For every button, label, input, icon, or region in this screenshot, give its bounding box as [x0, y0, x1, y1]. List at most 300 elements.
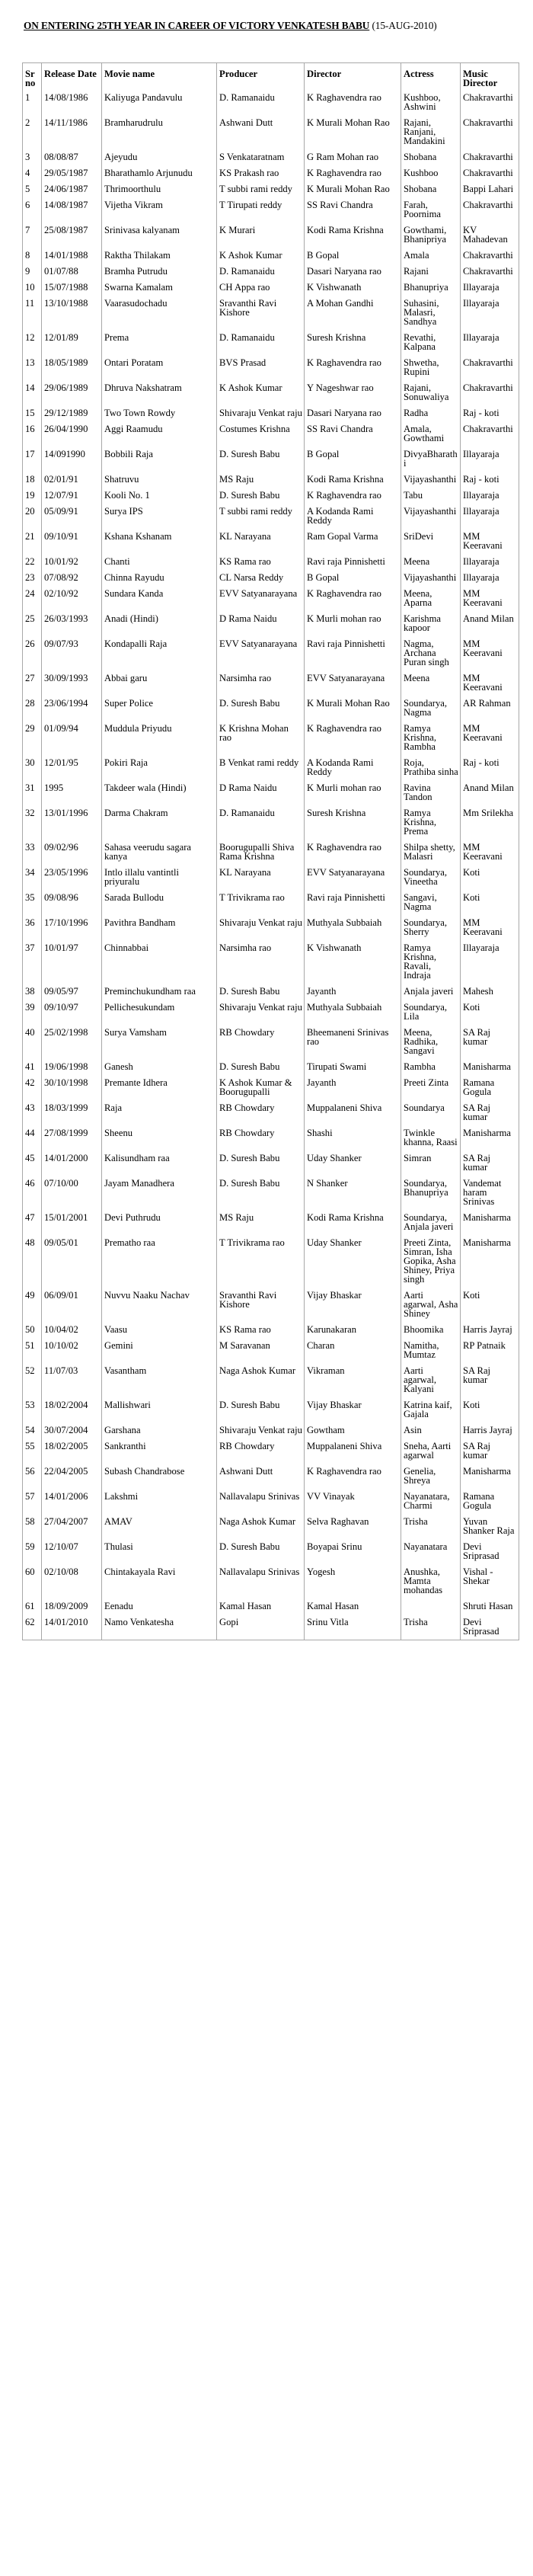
table-row [23, 1176, 519, 1210]
cell-music-director: MM Keeravani [461, 586, 519, 611]
cell-release-date: 26/03/1993 [42, 611, 102, 636]
cell-director: K Raghavendra rao [305, 165, 401, 181]
cell-sr-no: 25 [23, 611, 42, 636]
table-row [23, 1235, 519, 1288]
cell-director: Ravi raja Pinnishetti [305, 554, 401, 570]
cell-sr-no: 10 [23, 280, 42, 296]
cell-music-director: Devi Sriprasad [461, 1614, 519, 1640]
cell-movie-name: Chinnabbai [102, 940, 217, 984]
table-row [23, 721, 519, 755]
cell-actress: Nayanatara [401, 1539, 461, 1564]
header-sr-no: Sr no [23, 63, 42, 91]
cell-movie-name: Thrimoorthulu [102, 181, 217, 197]
cell-actress: Soundarya, Sherry [401, 915, 461, 940]
cell-movie-name: Jayam Manadhera [102, 1176, 217, 1210]
header-producer: Producer [217, 63, 305, 91]
cell-producer: Nallavalapu Srinivas [217, 1489, 305, 1514]
cell-actress: Rajani [401, 264, 461, 280]
cell-movie-name: Anadi (Hindi) [102, 611, 217, 636]
cell-producer: Shivaraju Venkat raju [217, 915, 305, 940]
cell-producer: K Ashok Kumar & Boorugupalli [217, 1075, 305, 1100]
cell-actress: Namitha, Mumtaz [401, 1338, 461, 1363]
cell-director: K Murali Mohan Rao [305, 181, 401, 197]
table-row [23, 636, 519, 670]
cell-sr-no: 43 [23, 1100, 42, 1125]
cell-sr-no: 6 [23, 197, 42, 222]
cell-movie-name: Sankranthi [102, 1438, 217, 1464]
cell-producer: D. Ramanaidu [217, 330, 305, 355]
cell-producer: Gopi [217, 1614, 305, 1640]
table-row [23, 330, 519, 355]
cell-actress: Vijayashanthi [401, 472, 461, 488]
table-row [23, 1397, 519, 1422]
cell-release-date: 07/08/92 [42, 570, 102, 586]
cell-release-date: 12/01/89 [42, 330, 102, 355]
cell-actress: Soundarya, Bhanupriya [401, 1176, 461, 1210]
cell-sr-no: 16 [23, 421, 42, 446]
cell-director: Muppalaneni Shiva [305, 1438, 401, 1464]
cell-music-director: Chakravarthi [461, 264, 519, 280]
cell-movie-name: Abbai garu [102, 670, 217, 696]
cell-movie-name: Ganesh [102, 1059, 217, 1075]
cell-sr-no: 53 [23, 1397, 42, 1422]
cell-director: EVV Satyanarayana [305, 670, 401, 696]
cell-producer: T Trivikrama rao [217, 1235, 305, 1288]
cell-release-date: 08/08/87 [42, 149, 102, 165]
cell-release-date: 14/01/2010 [42, 1614, 102, 1640]
cell-director: Charan [305, 1338, 401, 1363]
cell-actress: Revathi, Kalpana [401, 330, 461, 355]
cell-music-director: MM Keeravani [461, 721, 519, 755]
table-row [23, 296, 519, 330]
cell-music-director: Bappi Lahari [461, 181, 519, 197]
cell-release-date: 02/10/92 [42, 586, 102, 611]
cell-producer: K Ashok Kumar [217, 380, 305, 405]
cell-release-date: 14/01/2006 [42, 1489, 102, 1514]
cell-sr-no: 26 [23, 636, 42, 670]
cell-release-date: 29/12/1989 [42, 405, 102, 421]
cell-sr-no: 7 [23, 222, 42, 248]
cell-actress: Ramya Krishna, Prema [401, 805, 461, 840]
cell-sr-no: 33 [23, 840, 42, 865]
cell-release-date: 30/09/1993 [42, 670, 102, 696]
cell-music-director: MM Keeravani [461, 529, 519, 554]
cell-release-date: 06/09/01 [42, 1288, 102, 1322]
cell-sr-no: 4 [23, 165, 42, 181]
title-date: (15-AUG-2010) [372, 20, 437, 31]
cell-producer: D. Suresh Babu [217, 488, 305, 504]
cell-sr-no: 2 [23, 115, 42, 149]
cell-movie-name: Shatruvu [102, 472, 217, 488]
cell-producer: RB Chowdary [217, 1025, 305, 1059]
cell-actress: Katrina kaif, Gajala [401, 1397, 461, 1422]
cell-movie-name: Srinivasa kalyanam [102, 222, 217, 248]
cell-music-director: Vandemat haram Srinivas [461, 1176, 519, 1210]
cell-sr-no: 20 [23, 504, 42, 529]
table-row [23, 197, 519, 222]
cell-release-date: 02/10/08 [42, 1564, 102, 1598]
cell-sr-no: 58 [23, 1514, 42, 1539]
cell-sr-no: 24 [23, 586, 42, 611]
cell-music-director: Chakravarthi [461, 197, 519, 222]
cell-producer: D. Suresh Babu [217, 1176, 305, 1210]
cell-actress: Vijayashanthi [401, 504, 461, 529]
header-music-director: Music Director [461, 63, 519, 91]
cell-producer: S Venkataratnam [217, 149, 305, 165]
cell-director: K Raghavendra rao [305, 90, 401, 115]
cell-producer: CL Narsa Reddy [217, 570, 305, 586]
cell-producer: D. Suresh Babu [217, 1539, 305, 1564]
cell-music-director: Koti [461, 1288, 519, 1322]
cell-release-date: 26/04/1990 [42, 421, 102, 446]
cell-music-director: Devi Sriprasad [461, 1539, 519, 1564]
table-row [23, 264, 519, 280]
cell-producer: MS Raju [217, 1210, 305, 1235]
cell-music-director: Chakravarthi [461, 90, 519, 115]
cell-director: K Murli mohan rao [305, 611, 401, 636]
cell-movie-name: Pellichesukundam [102, 1000, 217, 1025]
cell-movie-name: Swarna Kamalam [102, 280, 217, 296]
table-row [23, 446, 519, 472]
cell-music-director: Illayaraja [461, 296, 519, 330]
cell-release-date: 10/04/02 [42, 1322, 102, 1338]
cell-producer: K Krishna Mohan rao [217, 721, 305, 755]
cell-sr-no: 56 [23, 1464, 42, 1489]
cell-movie-name: Garshana [102, 1422, 217, 1438]
cell-director: Gowtham [305, 1422, 401, 1438]
cell-producer: KS Rama rao [217, 554, 305, 570]
cell-sr-no: 31 [23, 780, 42, 805]
cell-director: Yogesh [305, 1564, 401, 1598]
cell-release-date: 14/091990 [42, 446, 102, 472]
cell-movie-name: Sahasa veerudu sagara kanya [102, 840, 217, 865]
table-row [23, 755, 519, 780]
cell-movie-name: Devi Puthrudu [102, 1210, 217, 1235]
cell-release-date: 10/01/97 [42, 940, 102, 984]
cell-release-date: 01/09/94 [42, 721, 102, 755]
table-row [23, 780, 519, 805]
cell-producer: MS Raju [217, 472, 305, 488]
cell-producer: CH Appa rao [217, 280, 305, 296]
cell-actress: Sangavi, Nagma [401, 890, 461, 915]
cell-producer: Narsimha rao [217, 670, 305, 696]
cell-producer: M Saravanan [217, 1338, 305, 1363]
table-row [23, 222, 519, 248]
table-row [23, 1338, 519, 1363]
cell-director: Muthyala Subbaiah [305, 915, 401, 940]
cell-movie-name: Ontari Poratam [102, 355, 217, 380]
cell-sr-no: 22 [23, 554, 42, 570]
cell-director: SS Ravi Chandra [305, 197, 401, 222]
cell-release-date: 29/05/1987 [42, 165, 102, 181]
cell-director: SS Ravi Chandra [305, 421, 401, 446]
cell-producer: Costumes Krishna [217, 421, 305, 446]
cell-actress: Ramya Krishna, Ravali, Indraja [401, 940, 461, 984]
cell-sr-no: 18 [23, 472, 42, 488]
cell-producer: KS Prakash rao [217, 165, 305, 181]
cell-sr-no: 3 [23, 149, 42, 165]
cell-actress: Aarti agarwal, Asha Shiney [401, 1288, 461, 1322]
cell-director: Vikraman [305, 1363, 401, 1397]
table-row [23, 529, 519, 554]
cell-producer: Narsimha rao [217, 940, 305, 984]
cell-music-director: Illayaraja [461, 446, 519, 472]
cell-producer: T subbi rami reddy [217, 504, 305, 529]
cell-movie-name: Pokiri Raja [102, 755, 217, 780]
cell-producer: D. Suresh Babu [217, 984, 305, 1000]
cell-movie-name: Subash Chandrabose [102, 1464, 217, 1489]
cell-music-director: SA Raj kumar [461, 1363, 519, 1397]
cell-sr-no: 1 [23, 90, 42, 115]
table-row [23, 1059, 519, 1075]
cell-producer: KL Narayana [217, 529, 305, 554]
filmography-table [22, 62, 519, 1640]
table-row [23, 586, 519, 611]
table-header [23, 63, 519, 91]
cell-release-date: 25/08/1987 [42, 222, 102, 248]
cell-movie-name: Bramha Putrudu [102, 264, 217, 280]
cell-actress: Tabu [401, 488, 461, 504]
cell-movie-name: Kshana Kshanam [102, 529, 217, 554]
document-title [24, 20, 533, 32]
cell-music-director: Koti [461, 865, 519, 890]
cell-release-date: 27/04/2007 [42, 1514, 102, 1539]
cell-music-director: KV Mahadevan [461, 222, 519, 248]
cell-movie-name: Vasantham [102, 1363, 217, 1397]
cell-release-date: 18/02/2004 [42, 1397, 102, 1422]
cell-director: K Vishwanath [305, 280, 401, 296]
cell-sr-no: 52 [23, 1363, 42, 1397]
cell-sr-no: 14 [23, 380, 42, 405]
cell-actress: Amala [401, 248, 461, 264]
cell-director: B Gopal [305, 446, 401, 472]
cell-actress: Soundarya, Anjala javeri [401, 1210, 461, 1235]
cell-director: Jayanth [305, 984, 401, 1000]
cell-movie-name: Two Town Rowdy [102, 405, 217, 421]
cell-sr-no: 17 [23, 446, 42, 472]
cell-music-director: Harris Jayraj [461, 1422, 519, 1438]
cell-actress: Suhasini, Malasri, Sandhya [401, 296, 461, 330]
cell-actress: Twinkle khanna, Raasi [401, 1125, 461, 1150]
cell-actress: Preeti Zinta, Simran, Isha Gopika, Asha Shiney, Priya singh [401, 1235, 461, 1288]
table-row [23, 1422, 519, 1438]
cell-music-director: MM Keeravani [461, 915, 519, 940]
cell-music-director: Anand Milan [461, 611, 519, 636]
cell-producer: D. Ramanaidu [217, 264, 305, 280]
cell-music-director: MM Keeravani [461, 670, 519, 696]
table-row [23, 1363, 519, 1397]
cell-director: K Murali Mohan Rao [305, 115, 401, 149]
header-movie-name: Movie name [102, 63, 217, 91]
cell-music-director: Illayaraja [461, 280, 519, 296]
table-row [23, 940, 519, 984]
cell-producer: EVV Satyanarayana [217, 586, 305, 611]
table-row [23, 890, 519, 915]
cell-release-date: 12/07/91 [42, 488, 102, 504]
cell-music-director: Chakravarthi [461, 421, 519, 446]
cell-movie-name: Namo Venkatesha [102, 1614, 217, 1640]
cell-movie-name: Nuvvu Naaku Nachav [102, 1288, 217, 1322]
cell-music-director: Manisharma [461, 1464, 519, 1489]
cell-movie-name: Sarada Bullodu [102, 890, 217, 915]
cell-actress: Aarti agarwal, Kalyani [401, 1363, 461, 1397]
cell-director: Jayanth [305, 1075, 401, 1100]
cell-director: Kodi Rama Krishna [305, 222, 401, 248]
cell-release-date: 09/05/01 [42, 1235, 102, 1288]
cell-actress: Radha [401, 405, 461, 421]
cell-producer: RB Chowdary [217, 1438, 305, 1464]
cell-actress: Nagma, Archana Puran singh [401, 636, 461, 670]
cell-movie-name: Mallishwari [102, 1397, 217, 1422]
cell-release-date: 05/09/91 [42, 504, 102, 529]
cell-actress: Roja, Prathiba sinha [401, 755, 461, 780]
cell-music-director: Chakravarthi [461, 115, 519, 149]
header-director: Director [305, 63, 401, 91]
cell-producer: KS Rama rao [217, 1322, 305, 1338]
cell-release-date: 25/02/1998 [42, 1025, 102, 1059]
cell-producer: Sravanthi Ravi Kishore [217, 296, 305, 330]
cell-release-date: 19/06/1998 [42, 1059, 102, 1075]
cell-director: Ravi raja Pinnishetti [305, 890, 401, 915]
cell-music-director: Ramana Gogula [461, 1075, 519, 1100]
cell-director: Kamal Hasan [305, 1598, 401, 1614]
header-row [23, 63, 519, 91]
cell-movie-name: Surya Vamsham [102, 1025, 217, 1059]
cell-producer: T Trivikrama rao [217, 890, 305, 915]
cell-actress: Shobana [401, 149, 461, 165]
table-row [23, 1075, 519, 1100]
cell-producer: RB Chowdary [217, 1100, 305, 1125]
cell-sr-no: 35 [23, 890, 42, 915]
cell-movie-name: Lakshmi [102, 1489, 217, 1514]
cell-producer: D Rama Naidu [217, 611, 305, 636]
cell-actress: Soundarya [401, 1100, 461, 1125]
cell-music-director: MM Keeravani [461, 840, 519, 865]
cell-music-director: RP Patnaik [461, 1338, 519, 1363]
cell-music-director: Anand Milan [461, 780, 519, 805]
cell-release-date: 09/08/96 [42, 890, 102, 915]
cell-movie-name: Prema [102, 330, 217, 355]
cell-producer: Shivaraju Venkat raju [217, 1422, 305, 1438]
cell-actress: Shwetha, Rupini [401, 355, 461, 380]
cell-release-date: 18/05/1989 [42, 355, 102, 380]
cell-director: K Murli mohan rao [305, 780, 401, 805]
cell-music-director: Raj - koti [461, 472, 519, 488]
cell-music-director: AR Rahman [461, 696, 519, 721]
cell-director: Selva Raghavan [305, 1514, 401, 1539]
cell-release-date: 30/10/1998 [42, 1075, 102, 1100]
cell-actress: Meena, Radhika, Sangavi [401, 1025, 461, 1059]
cell-release-date: 24/06/1987 [42, 181, 102, 197]
cell-movie-name: Chintakayala Ravi [102, 1564, 217, 1598]
cell-movie-name: Chanti [102, 554, 217, 570]
cell-release-date: 09/07/93 [42, 636, 102, 670]
cell-sr-no: 37 [23, 940, 42, 984]
cell-actress: Soundarya, Vineetha [401, 865, 461, 890]
cell-producer: D. Ramanaidu [217, 805, 305, 840]
cell-release-date: 15/01/2001 [42, 1210, 102, 1235]
cell-sr-no: 23 [23, 570, 42, 586]
cell-music-director: SA Raj kumar [461, 1100, 519, 1125]
cell-producer: D. Suresh Babu [217, 1059, 305, 1075]
cell-director: B Gopal [305, 248, 401, 264]
cell-movie-name: Aggi Raamudu [102, 421, 217, 446]
cell-producer: T Tirupati reddy [217, 197, 305, 222]
cell-actress: Shobana [401, 181, 461, 197]
cell-release-date: 30/07/2004 [42, 1422, 102, 1438]
cell-sr-no: 15 [23, 405, 42, 421]
cell-music-director: Mahesh [461, 984, 519, 1000]
cell-producer: Naga Ashok Kumar [217, 1363, 305, 1397]
cell-director: K Raghavendra rao [305, 488, 401, 504]
cell-director: Y Nageshwar rao [305, 380, 401, 405]
cell-movie-name: Darma Chakram [102, 805, 217, 840]
cell-sr-no: 47 [23, 1210, 42, 1235]
cell-sr-no: 46 [23, 1176, 42, 1210]
cell-movie-name: Pavithra Bandham [102, 915, 217, 940]
cell-director: Ravi raja Pinnishetti [305, 636, 401, 670]
table-row [23, 1464, 519, 1489]
cell-sr-no: 5 [23, 181, 42, 197]
cell-movie-name: Vaarasudochadu [102, 296, 217, 330]
cell-sr-no: 49 [23, 1288, 42, 1322]
cell-producer: Ashwani Dutt [217, 1464, 305, 1489]
cell-sr-no: 39 [23, 1000, 42, 1025]
cell-producer: BVS Prasad [217, 355, 305, 380]
table-row [23, 115, 519, 149]
cell-sr-no: 62 [23, 1614, 42, 1640]
cell-producer: D. Suresh Babu [217, 1150, 305, 1176]
cell-movie-name: Prematho raa [102, 1235, 217, 1288]
cell-sr-no: 60 [23, 1564, 42, 1598]
cell-release-date: 18/09/2009 [42, 1598, 102, 1614]
cell-director: Tirupati Swami [305, 1059, 401, 1075]
cell-release-date: 02/01/91 [42, 472, 102, 488]
cell-actress: Meena, Aparna [401, 586, 461, 611]
cell-music-director: Chakravarthi [461, 248, 519, 264]
cell-release-date: 09/02/96 [42, 840, 102, 865]
table-row [23, 1100, 519, 1125]
table-row [23, 670, 519, 696]
cell-director: Boyapai Srinu [305, 1539, 401, 1564]
cell-actress: Karishma kapoor [401, 611, 461, 636]
cell-release-date: 10/10/02 [42, 1338, 102, 1363]
cell-producer: T subbi rami reddy [217, 181, 305, 197]
cell-release-date: 09/10/97 [42, 1000, 102, 1025]
table-row [23, 1598, 519, 1614]
table-row [23, 488, 519, 504]
cell-music-director: Manisharma [461, 1059, 519, 1075]
cell-producer: RB Chowdary [217, 1125, 305, 1150]
cell-director: Uday Shanker [305, 1235, 401, 1288]
cell-actress: Kushboo [401, 165, 461, 181]
cell-release-date: 14/11/1986 [42, 115, 102, 149]
cell-producer: K Ashok Kumar [217, 248, 305, 264]
cell-music-director: Illayaraja [461, 940, 519, 984]
cell-music-director: Illayaraja [461, 504, 519, 529]
cell-actress: Asin [401, 1422, 461, 1438]
cell-sr-no: 19 [23, 488, 42, 504]
cell-actress: Ravina Tandon [401, 780, 461, 805]
cell-sr-no: 59 [23, 1539, 42, 1564]
cell-release-date: 29/06/1989 [42, 380, 102, 405]
cell-movie-name: Surya IPS [102, 504, 217, 529]
cell-director: Dasari Naryana rao [305, 264, 401, 280]
cell-sr-no: 29 [23, 721, 42, 755]
cell-movie-name: Kalisundham raa [102, 1150, 217, 1176]
cell-sr-no: 27 [23, 670, 42, 696]
cell-actress: Preeti Zinta [401, 1075, 461, 1100]
